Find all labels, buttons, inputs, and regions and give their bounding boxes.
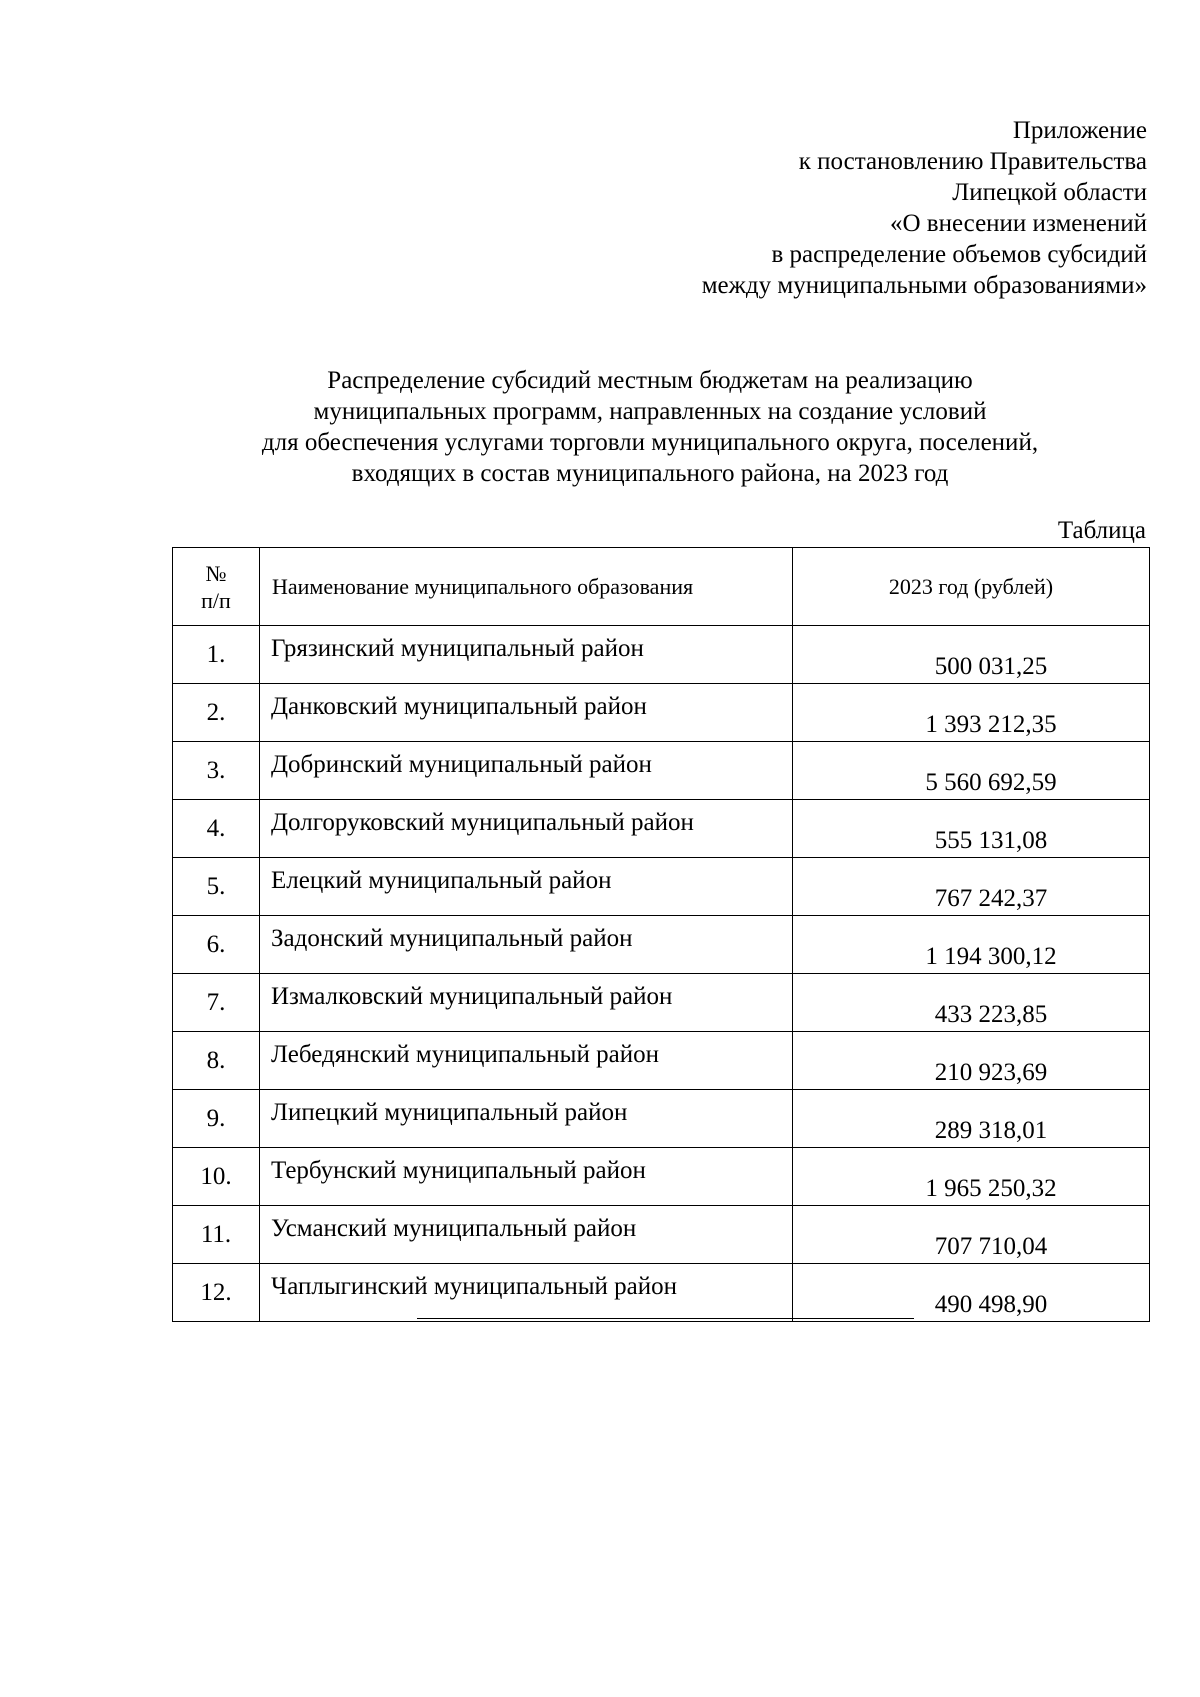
appendix-line: «О внесении изменений — [889, 210, 1147, 237]
subsidies-table — [172, 547, 1150, 1322]
appendix-line: Приложение — [1012, 117, 1147, 144]
row-amount: 707 710,04 — [793, 1206, 1150, 1264]
row-number: 2. — [173, 684, 260, 742]
table-row — [173, 1264, 1150, 1322]
table-row — [173, 742, 1150, 800]
appendix-line: Липецкой области — [952, 179, 1147, 206]
row-name: Липецкий муниципальный район — [260, 1090, 793, 1148]
row-amount: 1 393 212,35 — [793, 684, 1150, 742]
row-number: 7. — [173, 974, 260, 1032]
row-number: 10. — [173, 1148, 260, 1206]
row-number: 11. — [173, 1206, 260, 1264]
table-row — [173, 974, 1150, 1032]
row-amount: 289 318,01 — [793, 1090, 1150, 1148]
row-name: Измалковский муниципальный район — [260, 974, 793, 1032]
row-name: Лебедянский муниципальный район — [260, 1032, 793, 1090]
row-name: Грязинский муниципальный район — [260, 626, 793, 684]
row-name: Данковский муниципальный район — [260, 684, 793, 742]
row-name: Долгоруковский муниципальный район — [260, 800, 793, 858]
table-row — [173, 626, 1150, 684]
row-number: 6. — [173, 916, 260, 974]
row-number: 8. — [173, 1032, 260, 1090]
table-row — [173, 858, 1150, 916]
title-line: для обеспечения услугами торговли муниципального округа, поселений, — [261, 429, 1039, 456]
header-number-abbr: п/п — [201, 587, 231, 613]
row-amount: 210 923,69 — [793, 1032, 1150, 1090]
table-row — [173, 1032, 1150, 1090]
header-amount: 2023 год (рублей) — [793, 548, 1150, 626]
title-line: муниципальных программ, направленных на создание условий — [313, 398, 987, 425]
table-row — [173, 916, 1150, 974]
table-row — [173, 684, 1150, 742]
row-number: 9. — [173, 1090, 260, 1148]
row-amount: 1 194 300,12 — [793, 916, 1150, 974]
title-line: Распределение субсидий местным бюджетам на реализацию — [327, 367, 973, 394]
row-amount: 1 965 250,32 — [793, 1148, 1150, 1206]
header-name: Наименование муниципального образования — [260, 548, 793, 626]
table-header-row — [173, 548, 1150, 626]
row-name: Чаплыгинский муниципальный район — [260, 1264, 793, 1322]
row-amount: 500 031,25 — [793, 626, 1150, 684]
row-name: Елецкий муниципальный район — [260, 858, 793, 916]
row-number: 4. — [173, 800, 260, 858]
row-number: 3. — [173, 742, 260, 800]
table-caption: Таблица — [1057, 517, 1146, 544]
row-number: 5. — [173, 858, 260, 916]
row-amount: 767 242,37 — [793, 858, 1150, 916]
header-number — [173, 548, 260, 626]
row-name: Тербунский муниципальный район — [260, 1148, 793, 1206]
document-title — [170, 365, 1130, 489]
title-line: входящих в состав муниципального района, на 2023 год — [351, 460, 949, 487]
table-row — [173, 1090, 1150, 1148]
table-row — [173, 1206, 1150, 1264]
row-name: Добринский муниципальный район — [260, 742, 793, 800]
table-row — [173, 1148, 1150, 1206]
appendix-line: между муниципальными образованиями» — [701, 272, 1147, 299]
appendix-header — [702, 115, 1147, 301]
row-name: Усманский муниципальный район — [260, 1206, 793, 1264]
row-number: 12. — [173, 1264, 260, 1322]
appendix-line: к постановлению Правительства — [798, 148, 1147, 175]
row-amount: 555 131,08 — [793, 800, 1150, 858]
row-amount: 433 223,85 — [793, 974, 1150, 1032]
row-name: Задонский муниципальный район — [260, 916, 793, 974]
row-amount: 490 498,90 — [793, 1264, 1150, 1322]
row-amount: 5 560 692,59 — [793, 742, 1150, 800]
header-number-symbol: № — [205, 560, 227, 586]
row-number: 1. — [173, 626, 260, 684]
closing-line — [417, 1318, 914, 1319]
appendix-line: в распределение объемов субсидий — [771, 241, 1147, 268]
table-row — [173, 800, 1150, 858]
